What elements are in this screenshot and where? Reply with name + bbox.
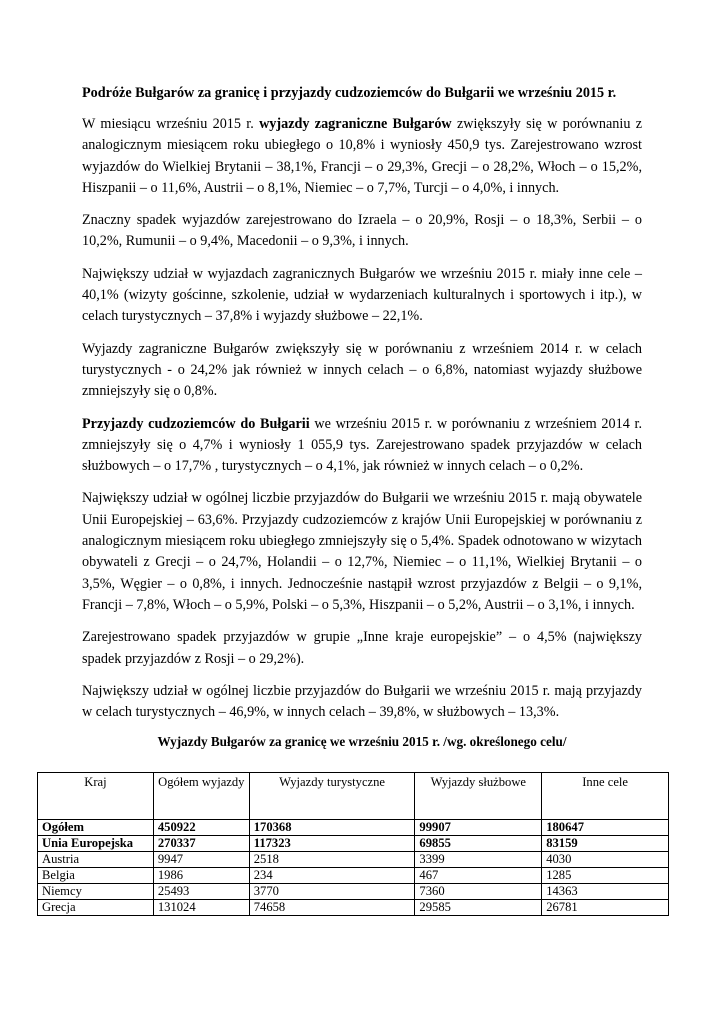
table-row: Austria 9947 2518 3399 4030	[38, 852, 669, 868]
paragraph-1: W miesiącu wrześniu 2015 r. wyjazdy zagraniczne Bułgarów zwiększyły się w porównaniu z analogicznym miesiącem roku ubiegłego o 10,8% i wyniosły 450,9 tys. Zarejestrowano wzrost wyjazdów do Wielkiej Brytanii – 38,1%, Francji – o 29,3%, Grecji – o 28,2%, Włoch – o 15,2%, Hiszpanii – o 11,6%, Austrii – o 8,1%, Niemiec – o 7,7%, Turcji – o 4,0%, i innych.	[82, 116, 642, 196]
trips-table	[37, 772, 669, 916]
header-total: Ogółem wyjazdy	[153, 773, 249, 820]
header-tourist: Wyjazdy turystyczne	[249, 773, 415, 820]
header-other: Inne cele	[542, 773, 669, 820]
paragraph-6: Największy udział w ogólnej liczbie przyjazdów do Bułgarii we wrześniu 2015 r. mają obywatele Unii Europejskiej – 63,6%. Przyjazdy cudzoziemców z krajów Unii Europejskiej w porównaniu z analogicznym miesiącem roku ubiegłego zmniejszyły się o 5,4%. Spadek odnotowano w wizytach obywateli z Grecji – o 24,7%, Holandii – o 12,7%, Niemiec – o 11,1%, Wielkiej Brytanii – o 3,5%, Węgier – o 0,8%, i innych. Jednocześnie nastąpił wzrost przyjazdów z Belgii – o 9,1%, Francji – 7,8%, Włoch – o 5,9%, Polski – o 5,3%, Hiszpanii – o 5,2%, Austrii – o 3,1%, i innych.	[82, 490, 642, 613]
table-caption: Wyjazdy Bułgarów za granicę we wrześniu 2015 r. /wg. określonego celu/	[157, 734, 567, 750]
paragraph-5: Przyjazdy cudzoziemców do Bułgarii we wrześniu 2015 r. w porównaniu z wrześniem 2014 r. zmniejszyły się o 4,7% i wyniosły 1 055,9 tys. Zarejestrowano spadek przyjazdów w celach służbowych – o 17,7% , turystycznych – o 4,1%, jak również w innych celach – o 0,2%.	[82, 415, 642, 475]
paragraph-3: Największy udział w wyjazdach zagranicznych Bułgarów we wrześniu 2015 r. miały inne cele – 40,1% (wizyty gościnne, szkolenie, udział w wydarzeniach kulturalnych i sportowych i itp.), w celach turystycznych – 37,8% i wyjazdy służbowe – 22,1%.	[82, 265, 642, 325]
table-header-row	[38, 773, 669, 820]
paragraph-7: Zarejestrowano spadek przyjazdów w grupie „Inne kraje europejskie” – o 4,5% (największy spadek przyjazdów z Rosji – o 29,2%).	[82, 629, 642, 667]
table-row: Unia Europejska 270337 117323 69855 83159	[38, 836, 669, 852]
table-row: Grecja 131024 74658 29585 26781	[38, 900, 669, 916]
header-business: Wyjazdy służbowe	[415, 773, 542, 820]
paragraph-2: Znaczny spadek wyjazdów zarejestrowano do Izraela – o 20,9%, Rosji – o 18,3%, Serbii – o 10,2%, Rumunii – o 9,4%, Macedonii – o 9,3%, i innych.	[82, 212, 642, 250]
paragraph-4: Wyjazdy zagraniczne Bułgarów zwiększyły się w porównaniu z wrześniem 2014 r. w celach turystycznych - o 24,2% jak również w innych celach – o 6,8%, natomiast wyjazdy służbowe zmniejszyły się o 0,8%.	[82, 340, 642, 400]
table-row: Ogółem 450922 170368 99907 180647	[38, 820, 669, 836]
document-page	[42, 84, 642, 916]
header-country: Kraj	[38, 773, 154, 820]
table-row: Belgia 1986 234 467 1285	[38, 868, 669, 884]
paragraph-8: Największy udział w ogólnej liczbie przyjazdów do Bułgarii we wrześniu 2015 r. mają przyjazdy w celach turystycznych – 46,9%, w innych celach – 39,8%, w służbowych – 13,3%.	[82, 682, 642, 721]
document-title: Podróże Bułgarów za granicę i przyjazdy cudzoziemców do Bułgarii we wrześniu 2015 r.	[82, 85, 617, 101]
table-row: Niemcy 25493 3770 7360 14363	[38, 884, 669, 900]
